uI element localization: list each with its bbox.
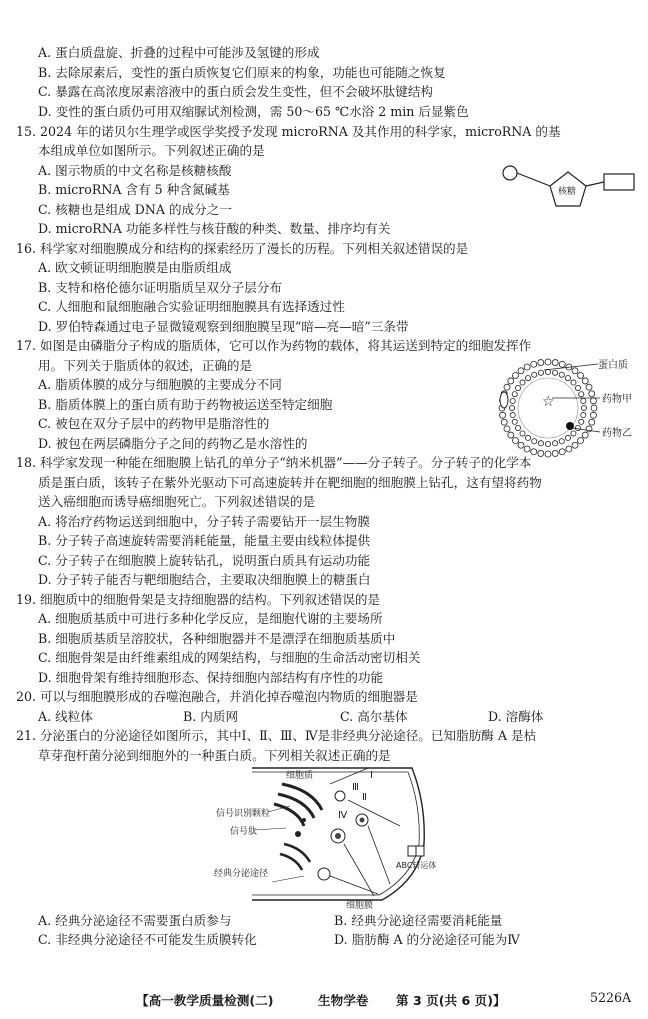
q15-option-c: C. 核糖也是组成 DNA 的成分之一: [38, 202, 232, 217]
nucleotide-figure: [500, 160, 640, 220]
phospholipid-head: [545, 369, 550, 374]
phospholipid-head: [572, 368, 578, 374]
phospholipid-head: [591, 405, 597, 411]
phospholipid-head: [504, 426, 510, 432]
q18-option-b: B. 分子转子高速旋转需要消耗能量，能量主要由线粒体提供: [38, 533, 371, 548]
phospholipid-head: [589, 419, 595, 425]
phospholipid-head: [565, 435, 570, 440]
phospholipid-head: [575, 385, 580, 390]
phospholipid-head: [571, 431, 576, 436]
q15-stem-line2: 本组成单位如图所示。下列叙述正确的是: [38, 143, 265, 158]
phospholipid-head: [590, 412, 596, 418]
footer-exam: 【高一教学质量检测(二): [136, 993, 274, 1008]
phospholipid-head: [559, 361, 565, 367]
phospholipid-head: [525, 435, 530, 440]
phospholipid-head: [512, 419, 517, 424]
q14-option-d: D. 变性的蛋白质仍可用双缩脲试剂检测，需 50～65 ℃水浴 2 min 后显紫色: [38, 104, 469, 119]
q17-option-a: A. 脂质体膜的成分与细胞膜的主要成分不同: [38, 377, 282, 392]
membrane-label: 细胞膜: [346, 901, 374, 910]
drug-a-label: 药物甲: [602, 394, 632, 405]
phospholipid-head: [582, 432, 588, 438]
q14-option-a: A. 蛋白质盘旋、折叠的过程中可能涉及氢键的形成: [38, 45, 320, 60]
q19-option-b: B. 细胞质基质呈溶胶状，各种细胞器并不是漂浮在细胞质基质中: [38, 631, 396, 646]
phospholipid-head: [520, 431, 525, 436]
phospholipid-head: [571, 380, 576, 385]
q15-stem-line1: 15. 2024 年的诺贝尔生理学或医学奖授予发现 microRNA 及其作用的科学家，microRNA 的基: [16, 124, 561, 139]
drug-b-dot: [566, 422, 574, 430]
phospholipid-head: [575, 425, 580, 430]
phospholipid-head: [532, 439, 537, 444]
route-4-label: Ⅳ: [338, 810, 348, 821]
q20-option-c: C. 高尔基体: [340, 709, 408, 724]
phospholipid-head: [559, 372, 564, 377]
srp-label: 信号识别颗粒: [216, 809, 271, 819]
route-1-label: Ⅰ: [370, 770, 373, 781]
q21-stem-line2: 草芽孢杆菌分泌到细胞外的一种蛋白质。下列相关叙述正确的是: [38, 748, 391, 763]
footer-code: 5226A: [590, 990, 632, 1005]
phospholipid-head: [509, 405, 514, 410]
q19-option-c: C. 细胞骨架是由纤维素组成的网架结构，与细胞的生命活动密切相关: [38, 650, 421, 665]
cytoplasm-label: 细胞质: [286, 771, 314, 781]
phospholipid-head: [579, 419, 584, 424]
phospholipid-head: [524, 446, 530, 452]
q16-option-d: D. 罗伯特森通过电子显微镜观察到细胞膜呈现“暗—亮—暗”三条带: [38, 319, 409, 334]
q17-stem-line1: 17. 如图是由磷脂分子构成的脂质体，它可以作为药物的载体，将其运送到特定的细胞发挥作: [16, 338, 532, 353]
classic-pathway-label: 经典分泌途径: [214, 869, 269, 879]
phospholipid-head: [508, 378, 514, 384]
phospholipid-head: [578, 372, 584, 378]
phospholipid-head: [582, 378, 588, 384]
q20-stem: 20. 可以与细胞膜形成的吞噬泡融合，并消化掉吞噬泡内物质的细胞器是: [16, 689, 418, 704]
ribose-label: 核糖: [558, 187, 577, 197]
signal-peptide-label: 信号肽: [230, 827, 258, 837]
q21-option-c: C. 非经典分泌途径不可能发生质膜转化: [38, 932, 257, 947]
route-3-label: Ⅲ: [352, 782, 359, 793]
phospholipid-head: [589, 391, 595, 397]
q19-stem: 19. 细胞质中的细胞骨架是支持细胞器的结构。下列叙述错误的是: [16, 592, 381, 607]
phospholipid-head: [515, 425, 520, 430]
phospholipid-head: [552, 360, 558, 366]
phospholipid-head: [581, 412, 586, 417]
q18-option-d: D. 分子转子能否与靶细胞结合，主要取决细胞膜上的糖蛋白: [38, 572, 371, 587]
phospholipid-head: [531, 449, 537, 455]
q18-option-c: C. 分子转子在细胞膜上旋转钻孔，说明蛋白质具有运动功能: [38, 553, 371, 568]
phospholipid-head: [538, 370, 543, 375]
q14-option-c: C. 暴露在高浓度尿素溶液中的蛋白质会发生变性，但不会破坏肽键结构: [38, 84, 434, 99]
phospholipid-head: [545, 451, 551, 457]
phospholipid-head: [559, 449, 565, 455]
phospholipid-head: [581, 405, 586, 410]
q20-option-d: D. 溶酶体: [488, 709, 544, 724]
q18-stem-line3: 送入癌细胞而诱导癌细胞死亡。下列叙述错误的是: [38, 494, 316, 509]
phospholipid-head: [566, 446, 572, 452]
q15-option-a: A. 图示物质的中文名称是核糖核酸: [38, 163, 232, 178]
phospholipid-head: [579, 392, 584, 397]
membrane-protein-icon: [500, 392, 508, 408]
phospholipid-head: [518, 442, 524, 448]
secretion-pathway-figure: [212, 764, 436, 910]
phospholipid-head: [559, 439, 564, 444]
q16-stem: 16. 科学家对细胞膜成分和结构的探索经历了漫长的历程。下列相关叙述错误的是: [16, 241, 469, 256]
phospholipid-head: [586, 384, 592, 390]
q15-option-b: B. microRNA 含有 5 种含氮碱基: [38, 182, 230, 197]
phospholipid-head: [590, 398, 596, 404]
q16-option-b: B. 支特和格伦德尔证明脂质呈双分子层分布: [38, 280, 282, 295]
phospholipid-head: [572, 442, 578, 448]
phospholipid-head: [578, 438, 584, 444]
phospholipid-head: [538, 441, 543, 446]
phospholipid-head: [524, 364, 530, 370]
q17-option-d: D. 被包在两层磷脂分子之间的药物乙是水溶性的: [38, 436, 308, 451]
q18-option-a: A. 将治疗药物运送到细胞中，分子转子需要钻开一层生物膜: [38, 514, 370, 529]
drug-b-label: 药物乙: [602, 428, 632, 439]
q15-option-d: D. microRNA 功能多样性与核苷酸的种类、数量、排序均有关: [38, 221, 391, 236]
phospholipid-head: [581, 398, 586, 403]
phospholipid-head: [512, 392, 517, 397]
drug-a-star-icon: ☆: [542, 394, 555, 410]
q19-option-d: D. 细胞骨架有维持细胞形态、保持细胞内部结构有序性的功能: [38, 670, 384, 685]
phospholipid-head: [538, 450, 544, 456]
q19-option-a: A. 细胞质基质中可进行多种化学反应，是细胞代谢的主要场所: [38, 611, 383, 626]
q17-option-c: C. 被包在双分子层中的药物甲是脂溶性的: [38, 416, 270, 431]
phospholipid-head: [538, 360, 544, 366]
phospholipid-head: [508, 432, 514, 438]
q17-stem-line2: 用。下列关于脂质体的叙述，正确的是: [38, 358, 253, 373]
phospholipid-head: [545, 441, 550, 446]
phospholipid-head: [504, 384, 510, 390]
q14-option-b: B. 去除尿素后，变性的蛋白质恢复它们原来的构象，功能也可能随之恢复: [38, 65, 446, 80]
phospholipid-head: [565, 375, 570, 380]
q21-option-d: D. 脂肪酶 A 的分泌途径可能为Ⅳ: [334, 932, 520, 947]
phospholipid-head: [515, 385, 520, 390]
footer-subject: 生物学卷: [318, 993, 369, 1008]
q16-option-c: C. 人细胞和鼠细胞融合实验证明细胞膜具有选择透过性: [38, 299, 345, 314]
phospholipid-head: [512, 372, 518, 378]
protein-label: 蛋白质: [598, 360, 628, 371]
phospholipid-head: [501, 419, 507, 425]
phospholipid-head: [552, 370, 557, 375]
q21-option-a: A. 经典分泌途径不需要蛋白质参与: [38, 913, 232, 928]
q18-stem-line1: 18. 科学家发现一种能在细胞膜上钻孔的单分子“纳米机器”——分子转子。分子转子的化学本: [16, 455, 532, 470]
q20-option-a: A. 线粒体: [38, 709, 93, 724]
phospholipid-head: [531, 361, 537, 367]
q21-stem-line1: 21. 分泌蛋白的分泌途径如图所示，其中Ⅰ、Ⅱ、Ⅲ、Ⅳ是非经典分泌途径。已知脂肪酶 A 是枯: [16, 728, 537, 743]
footer-page: 第 3 页(共 6 页)】: [396, 993, 506, 1008]
phospholipid-head: [520, 380, 525, 385]
phospholipid-head: [500, 412, 506, 418]
q18-stem-line2: 质是蛋白质，该转子在紫外光驱动下可高速旋转并在靶细胞的细胞膜上钻孔，这有望将药物: [38, 475, 542, 490]
q17-option-b: B. 脂质体膜上的蛋白质有助于药物被运送至特定细胞: [38, 397, 333, 412]
phospholipid-head: [510, 398, 515, 403]
phospholipid-head: [525, 375, 530, 380]
q20-option-b: B. 内质网: [183, 709, 239, 724]
phospholipid-head: [510, 412, 515, 417]
phospholipid-head: [518, 368, 524, 374]
q16-option-a: A. 欧文顿证明细胞膜是由脂质组成: [38, 260, 232, 275]
phospholipid-head: [545, 359, 551, 365]
phospholipid-head: [532, 372, 537, 377]
phospholipid-head: [552, 441, 557, 446]
phospholipid-head: [552, 450, 558, 456]
liposome-figure: [494, 356, 646, 460]
phospholipid-head: [512, 438, 518, 444]
route-2-label: Ⅱ: [362, 792, 367, 803]
q21-option-b: B. 经典分泌途径需要消耗能量: [334, 913, 503, 928]
abc-transporter-label: ABC转运体: [396, 861, 436, 870]
